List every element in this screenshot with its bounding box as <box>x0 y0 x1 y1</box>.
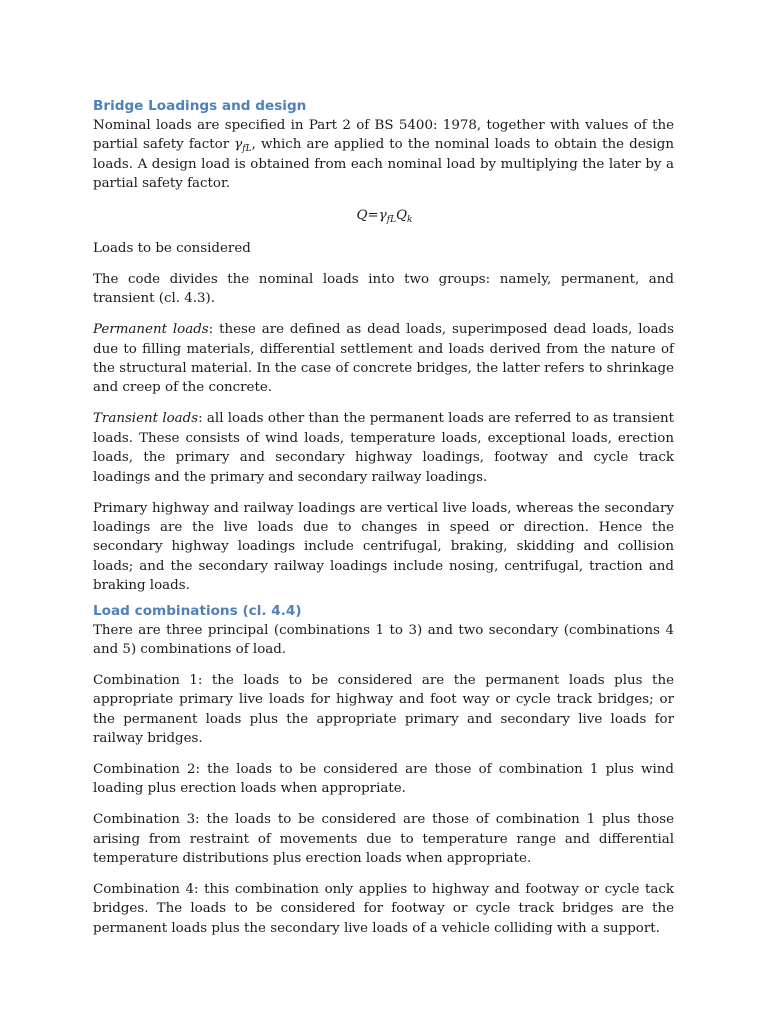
intro-text-part2: , which are applied to the nominal loads to obtain the design loads. A design load is obtained from each nominal load by multiplying the later by a partial safety factor. <box>93 137 674 192</box>
design-load-formula <box>93 206 674 225</box>
permanent-loads-text: : these are defined as dead loads, superimposed dead loads, loads due to filling materials, differential settlement and loads derived from the nature of the structural material. In the case of concrete bridges, the latter refers to shrinkage and creep of the concrete. <box>93 322 674 396</box>
transient-loads-text: : all loads other than the permanent loads are referred to as transient loads. These consists of wind loads, temperature loads, exceptional loads, erection loads, the primary and secondary highway loadings, footway and cycle track loadings and the primary and secondary railway loadings. <box>93 411 674 485</box>
permanent-loads-paragraph <box>93 320 674 398</box>
combination-4-paragraph: Combination 4: this combination only applies to highway and footway or cycle tack bridges. The loads to be considered for footway or cycle track bridges are the permanent loads plus the secondary live loads of a vehicle colliding with a support. <box>93 882 674 936</box>
formula-lhs: Q <box>356 207 368 223</box>
formula-q-subscript: k <box>407 214 413 225</box>
document-page <box>93 97 674 950</box>
section-heading-bridge-loadings: Bridge Loadings and design <box>93 98 307 114</box>
groups-paragraph: The code divides the nominal loads into two groups: namely, permanent, and transient (cl. 4.3). <box>93 271 674 307</box>
gamma-subscript: fL <box>242 144 252 155</box>
intro-text-part1: Nominal loads are specified in Part 2 of BS 5400: 1978, together with values of the partial safety factor <box>93 118 674 153</box>
intro-paragraph <box>93 116 674 194</box>
formula-q: Q <box>396 207 408 223</box>
combinations-intro-paragraph: There are three principal (combinations 1 to 3) and two secondary (combinations 4 and 5) combinations of load. <box>93 622 674 657</box>
formula-gamma: γ <box>378 207 387 223</box>
loads-label: Loads to be considered <box>93 241 251 257</box>
primary-secondary-paragraph: Primary highway and railway loadings are vertical live loads, whereas the secondary loadings are the live loads due to changes in speed or direction. Hence the secondary highway loadings include centrifugal, braking, skidding and collision loads; and the secondary railway loadings include nosing, centrifugal, traction and braking loads. <box>93 500 674 594</box>
combination-3-paragraph: Combination 3: the loads to be considered are those of combination 1 plus those arising from restraint of movements due to temperature range and differential temperature distributions plus erection loads when appropriate. <box>93 812 674 867</box>
partial-safety-factor-symbol <box>234 137 252 155</box>
combination-2-paragraph: Combination 2: the loads to be considered are those of combination 1 plus wind loading plus erection loads when appropriate. <box>93 761 674 797</box>
transient-loads-paragraph <box>93 409 674 487</box>
transient-loads-term: Transient loads <box>93 411 199 427</box>
gamma-symbol: γ <box>234 137 243 153</box>
section-heading-load-combinations: Load combinations (cl. 4.4) <box>93 602 302 619</box>
permanent-loads-term: Permanent loads <box>93 322 209 338</box>
formula-gamma-subscript: fL <box>386 214 397 225</box>
formula-equals: = <box>367 207 379 223</box>
combination-1-paragraph: Combination 1: the loads to be considered are the permanent loads plus the appropriate primary live loads for highway and foot way or cycle track bridges; or the permanent loads plus the appropriate primary and secondary live loads for railway bridges. <box>93 672 674 747</box>
